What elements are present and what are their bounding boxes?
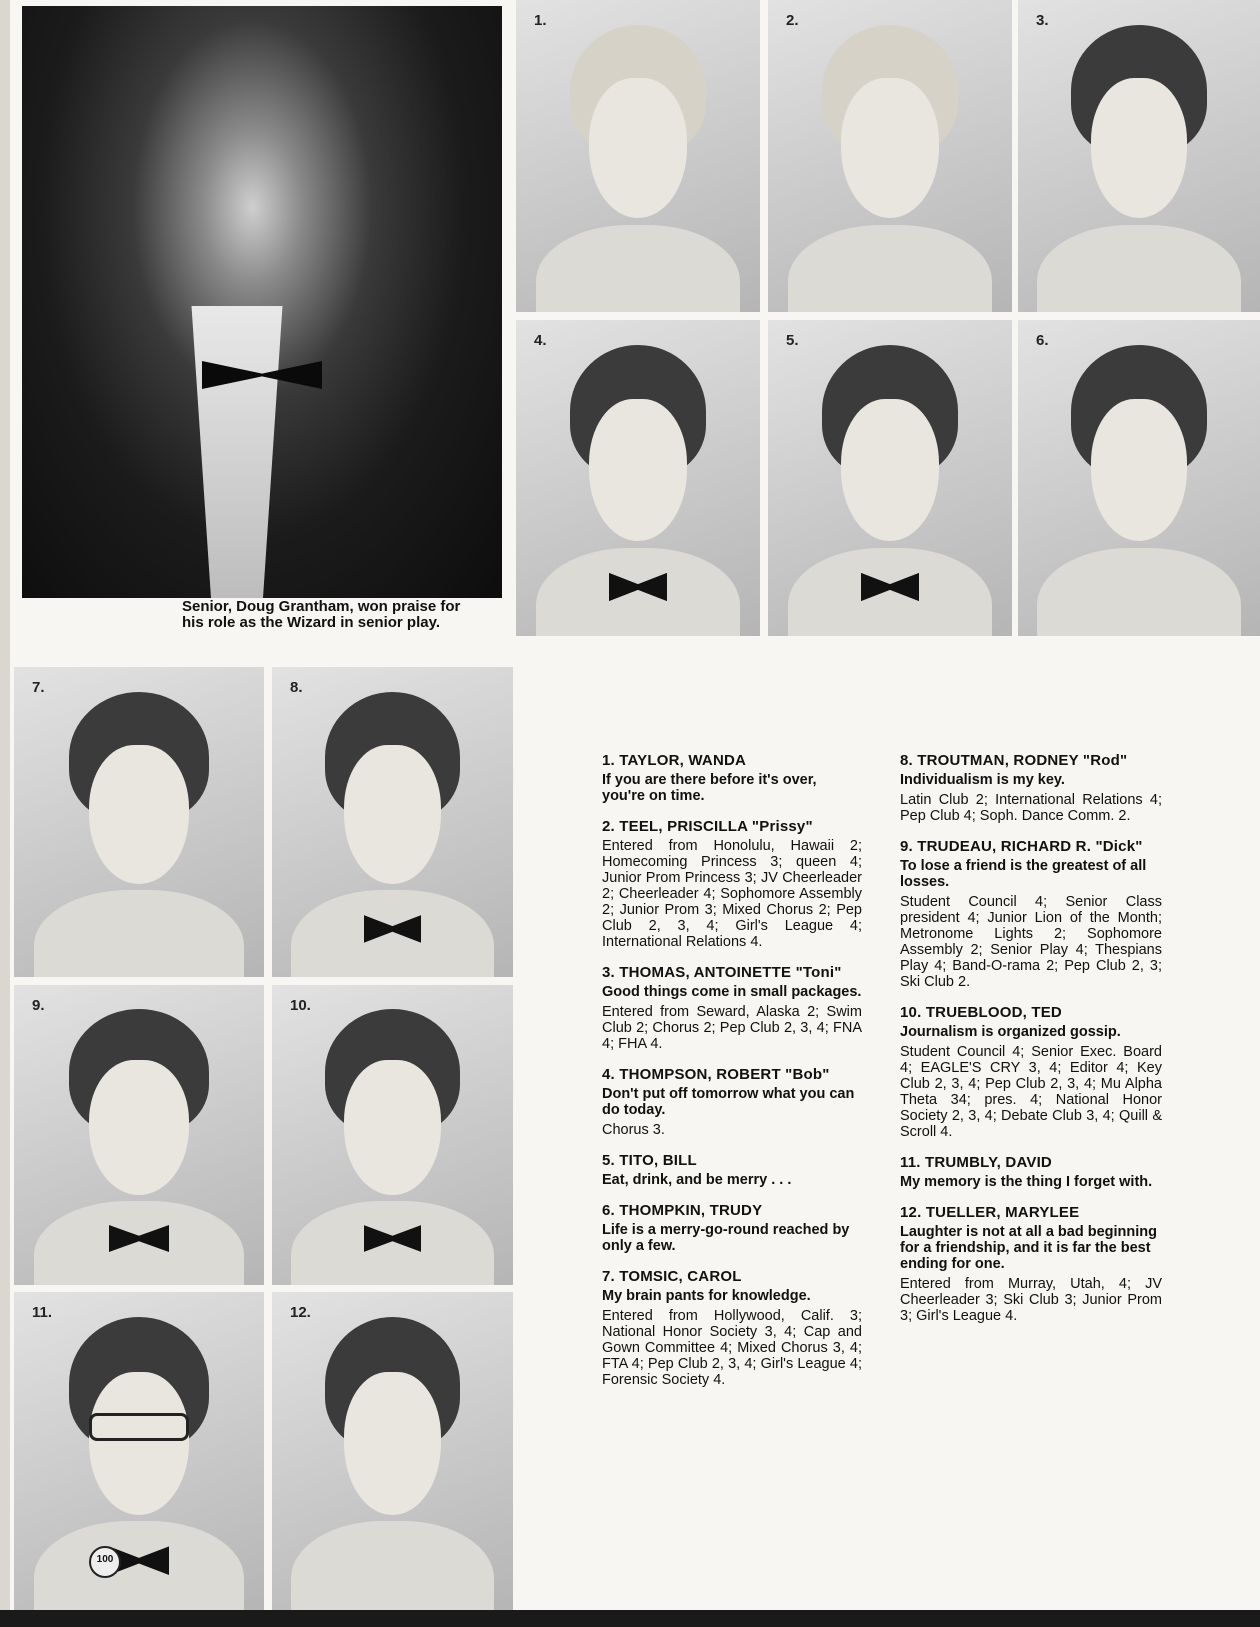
bio-motto: Life is a merry-go-round reached by only a few. xyxy=(602,1222,850,1254)
portrait-body xyxy=(536,225,741,312)
bio-heading: 3. THOMAS, ANTOINETTE "Toni" xyxy=(602,964,842,981)
bio-heading: 11. TRUMBLY, DAVID xyxy=(900,1154,1052,1171)
bio-9 xyxy=(900,839,1162,990)
portrait-8 xyxy=(272,667,513,977)
portrait-body xyxy=(1037,225,1240,312)
bio-heading: 10. TRUEBLOOD, TED xyxy=(900,1004,1062,1021)
bio-activities: Latin Club 2; International Relations 4; Pep Club 4; Soph. Dance Comm. 2. xyxy=(900,792,1162,824)
portrait-face xyxy=(89,1060,189,1195)
bio-5 xyxy=(602,1153,862,1188)
bio-heading: 1. TAYLOR, WANDA xyxy=(602,752,747,769)
portrait-face xyxy=(89,745,189,885)
portrait-body xyxy=(34,1521,244,1610)
bios-column-right xyxy=(900,753,1162,1339)
portrait-7 xyxy=(14,667,264,977)
portrait-face xyxy=(1091,78,1188,218)
portrait-number: 12. xyxy=(290,1304,311,1321)
bios-column-left xyxy=(602,753,862,1403)
portrait-4 xyxy=(516,320,760,636)
bio-motto: Don't put off tomorrow what you can do today. xyxy=(602,1086,855,1118)
bio-heading: 4. THOMPSON, ROBERT "Bob" xyxy=(602,1066,830,1083)
portrait-10 xyxy=(272,985,513,1285)
feature-caption: Senior, Doug Grantham, won praise for his role as the Wizard in senior play. xyxy=(182,598,461,631)
bio-11 xyxy=(900,1155,1162,1190)
bio-8 xyxy=(900,753,1162,824)
portrait-body xyxy=(291,1521,493,1610)
portrait-body xyxy=(291,890,493,977)
bio-heading: 7. TOMSIC, CAROL xyxy=(602,1268,742,1285)
portrait-face xyxy=(589,78,687,218)
portrait-face xyxy=(841,399,939,541)
bio-2 xyxy=(602,819,862,950)
glasses-shape xyxy=(89,1413,189,1442)
portrait-face xyxy=(344,1060,440,1195)
portrait-body xyxy=(536,548,741,636)
feature-photo-doug-grantham xyxy=(22,6,502,598)
bio-heading: 12. TUELLER, MARYLEE xyxy=(900,1204,1080,1221)
bio-motto: Good things come in small packages. xyxy=(602,984,862,1000)
bio-activities: Entered from Murray, Utah, 4; JV Cheerleader 3; Ski Club 3; Junior Prom 3; Girl's League 4. xyxy=(900,1276,1162,1324)
portrait-face xyxy=(841,78,939,218)
bio-motto: Individualism is my key. xyxy=(900,772,1065,788)
portrait-2 xyxy=(768,0,1012,312)
portrait-1 xyxy=(516,0,760,312)
portrait-number: 3. xyxy=(1036,12,1049,29)
bio-heading: 5. TITO, BILL xyxy=(602,1152,697,1169)
bio-activities: Entered from Seward, Alaska 2; Swim Club 2; Chorus 2; Pep Club 2, 3, 4; FNA 4; FHA 4. xyxy=(602,1004,862,1052)
bio-motto: My brain pants for knowledge. xyxy=(602,1288,811,1304)
bio-heading: 8. TROUTMAN, RODNEY "Rod" xyxy=(900,752,1128,769)
bio-activities: Entered from Honolulu, Hawaii 2; Homecoming Princess 3; queen 4; Junior Prom Princess 3; JV Cheerleader 2; Cheerleader 4; Sophomore Assembly 2; Junior Prom 3; Mixed Chorus 2; Pep Club 2, 3, 4; Girl's League 4; International Relations 4. xyxy=(602,838,862,950)
portrait-12 xyxy=(272,1292,513,1610)
portrait-3 xyxy=(1018,0,1260,312)
bio-1 xyxy=(602,753,862,804)
bio-10 xyxy=(900,1005,1162,1140)
page-edge-left xyxy=(0,0,10,1627)
bio-motto: Eat, drink, and be merry . . . xyxy=(602,1172,792,1188)
portrait-body xyxy=(34,890,244,977)
bio-6 xyxy=(602,1203,862,1254)
portrait-body xyxy=(788,548,993,636)
portrait-number: 9. xyxy=(32,997,45,1014)
portrait-body xyxy=(291,1201,493,1285)
bio-heading: 9. TRUDEAU, RICHARD R. "Dick" xyxy=(900,838,1143,855)
portrait-6 xyxy=(1018,320,1260,636)
portrait-face xyxy=(89,1372,189,1515)
portrait-face xyxy=(1091,399,1188,541)
bio-motto: My memory is the thing I forget with. xyxy=(900,1174,1153,1190)
portrait-number: 7. xyxy=(32,679,45,696)
portrait-11 xyxy=(14,1292,264,1610)
portrait-number: 2. xyxy=(786,12,799,29)
portrait-face xyxy=(589,399,687,541)
portrait-number: 8. xyxy=(290,679,303,696)
bio-activities: Student Council 4; Senior Exec. Board 4; EAGLE'S CRY 3, 4; Editor 4; Key Club 2, 3, 4; Pep Club 2, 3, 4; Mu Alpha Theta 34; pres. 4; National Honor Society 2, 3, 4; Debate Club 3, 4; Quill & Scroll 4. xyxy=(900,1044,1162,1140)
bio-heading: 2. TEEL, PRISCILLA "Prissy" xyxy=(602,818,813,835)
bio-motto: Laughter is not at all a bad beginning for a friendship, and it is far the best ending for one. xyxy=(900,1224,1157,1272)
portrait-number: 11. xyxy=(32,1304,53,1321)
bio-activities: Chorus 3. xyxy=(602,1122,665,1138)
portrait-body xyxy=(34,1201,244,1285)
portrait-number: 4. xyxy=(534,332,547,349)
bio-12 xyxy=(900,1205,1162,1324)
portrait-9 xyxy=(14,985,264,1285)
portrait-number: 1. xyxy=(534,12,547,29)
bio-4 xyxy=(602,1067,862,1138)
portrait-number: 5. xyxy=(786,332,799,349)
bio-activities: Entered from Hollywood, Calif. 3; National Honor Society 3, 4; Cap and Gown Committee 4; Mixed Chorus 3, 4; FTA 4; Pep Club 2, 3, 4; Girl's League 4; Forensic Society 4. xyxy=(602,1308,862,1388)
page-edge-bottom xyxy=(0,1610,1260,1627)
shirt-shape xyxy=(172,306,302,598)
bio-3 xyxy=(602,965,862,1052)
bio-heading: 6. THOMPKIN, TRUDY xyxy=(602,1202,763,1219)
portrait-body xyxy=(788,225,993,312)
page-number-badge: 100 xyxy=(89,1546,121,1578)
portrait-body xyxy=(1037,548,1240,636)
portrait-5 xyxy=(768,320,1012,636)
portrait-number: 6. xyxy=(1036,332,1049,349)
portrait-face xyxy=(344,1372,440,1515)
bio-7 xyxy=(602,1269,862,1388)
bio-activities: Student Council 4; Senior Class president 4; Junior Lion of the Month; Metronome Lights 2; Sophomore Assembly 2; Senior Play 4; Thespians Play 4; Band-O-rama 2; Pep Club 2, 3; Ski Club 2. xyxy=(900,894,1162,990)
portrait-face xyxy=(344,745,440,885)
bio-motto: If you are there before it's over, you're on time. xyxy=(602,772,817,804)
portrait-number: 10. xyxy=(290,997,311,1014)
bio-motto: Journalism is organized gossip. xyxy=(900,1024,1121,1040)
bio-motto: To lose a friend is the greatest of all losses. xyxy=(900,858,1147,890)
